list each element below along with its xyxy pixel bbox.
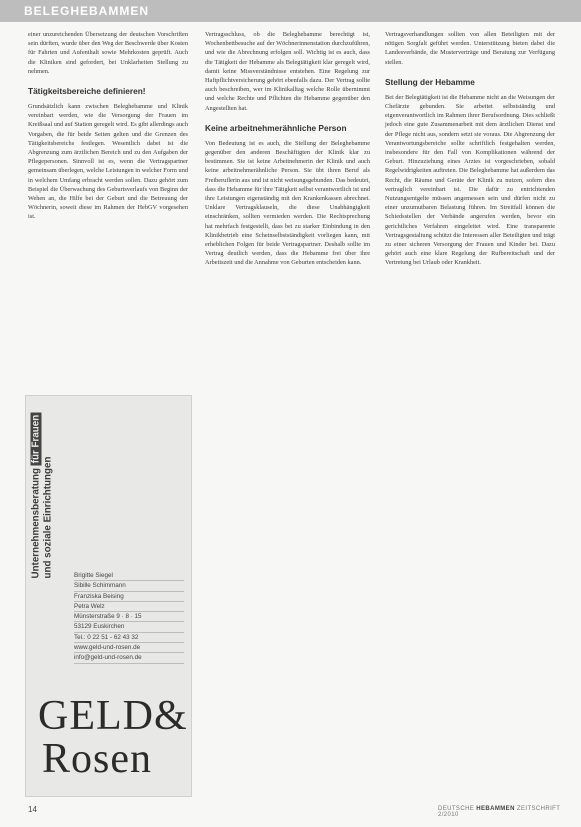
ad-email-link[interactable]: info@geld-und-rosen.de — [74, 653, 184, 663]
column1-intro: einer unzureichenden Übersetzung der deutschen Vorschriften sein dürften, wurde über den Weg der Beschwerde über Kosten für Fahrten und Aufenthalt sowie Mehrkosten geprüft. Auch die Kliniken sind gefordert, bei Unklarheiten Stellung zu nehmen. — [28, 31, 188, 75]
column3-intro: Vertragsverhandlungen sollten von allen Beteiligten mit der nötigen Sorgfalt geführt werden. Unterstützung bieten dabei die Landesverbände, die Musterverträge und Beratung zur Verfügung stellen. — [385, 31, 555, 66]
magazine-prefix: DEUTSCHE — [438, 806, 475, 812]
column-3 — [385, 30, 555, 268]
magazine-suffix: ZEITSCHRIFT 2/2010 — [438, 806, 561, 818]
column2-intro: Vertragsschluss, ob die Beleghebamme berechtigt ist, Wochenbettbesuche auf der Wöchnerinnenstation durchzuführen, und wie die Abrechnung erfolgen soll. Wichtig ist es auch, dass die Tätigkeit der Hebamme als Belegtätigkeit klar geregelt wird, damit keine Missverständnisse entstehen. Eine Regelung zur Haftpflichtversicherung gehört ebenfalls dazu. Der Vertrag sollte auch beschreiben, wer im Klinikalltag welche Rolle übernimmt und welche Rechte und Pflichten die Hebamme gegenüber den Angestellten hat. — [205, 31, 370, 112]
ad-contact-line: Münsterstraße 9 · 8 · 15 — [74, 612, 184, 622]
magazine-footer — [438, 806, 581, 818]
ad-contact-line: 53129 Euskirchen — [74, 622, 184, 632]
page-number: 14 — [28, 805, 37, 814]
ad-headline-highlight: für Frauen — [30, 414, 42, 464]
advertisement[interactable] — [25, 395, 192, 797]
column3-body: Bei der Belegtätigkeit ist die Hebamme nicht an die Weisungen der Chefärzte gebunden. Sie arbeitet selbstständig und eigenverantwortlich im Rahmen ihrer Berufsordnung. Dies schließt jedoch eine gute Zusammenarbeit mit dem ärztlichen Dienst und der Pflege nicht aus, sondern setzt sie voraus. Die Abgrenzung der Verantwortungsbereiche sollte schriftlich festgehalten werden, insbesondere für den Fall von Komplikationen während der Geburt. Hinzuziehung eines Arztes ist vorgeschrieben, sobald Regelwidrigkeiten auftreten. Die Beleghebamme hat außerdem das Recht, die Räume und Geräte der Klinik zu nutzen, sofern dies vertraglich vereinbart ist. Die dafür zu entrichtenden Nutzungsentgelte müssen angemessen sein und dürfen nicht zu einer unzumutbaren Belastung führen. Im Streitfall können die Schiedsstellen der Verbände angerufen werden, bevor ein gerichtliches Verfahren eingeleitet wird. Eine transparente Vertragsgestaltung schützt die Interessen aller Beteiligten und trägt zu einer sicheren Versorgung der Frauen und Kinder bei. Dazu gehört auch eine klare Regelung der Rufbereitschaft und der Vertretung bei Urlaub oder Krankheit. — [385, 93, 555, 267]
ad-contact-line: Brigitte Siegel — [74, 571, 184, 581]
ad-contact-line: Petra Welz — [74, 602, 184, 612]
column1-heading: Tätigkeitsbereiche definieren! — [28, 86, 146, 97]
section-header-bar — [0, 0, 581, 22]
ad-contact-line: Sibille Schimmann — [74, 581, 184, 591]
column1-body: Grundsätzlich kann zwischen Beleghebamme und Klinik vereinbart werden, wie die Versorgung der Frauen im Kreißsaal und auf Station geregelt wird. Es gibt allerdings auch Vorgaben, die für beide Seiten gelten und die Grenzen des Tätigkeitsbereichs festlegen. Wesentlich dabei ist die Abgrenzung zum ärztlichen Bereich und zu den Aufgaben der Pflegepersonen. Sinnvoll ist es, wenn die Vertragspartner gemeinsam überlegen, welche Leistungen in welcher Form und in welchem Umfang erbracht werden sollen. Dazu gehört zum Beispiel die Überwachung des Geburtsverlaufs von Beginn der Wehen an, die Hilfe bei der Geburt und die Betreuung der Wöchnerin, soweit diese im Rahmen der HebGV vorgesehen ist. — [28, 103, 188, 221]
logo-line2: Rosen — [42, 736, 152, 782]
ad-website-link[interactable]: www.geld-und-rosen.de — [74, 643, 184, 653]
ad-contact-list — [74, 571, 184, 664]
column3-heading: Stellung der Hebamme — [385, 76, 475, 87]
column-1 — [28, 30, 188, 222]
section-label: BELEGHEBAMMEN — [24, 4, 150, 18]
ad-headline-line1: Unternehmensberatung — [30, 467, 42, 579]
logo-line1: GELD& — [38, 693, 188, 739]
column2-body: Von Bedeutung ist es auch, die Stellung der Beleghebamme gegenüber den anderen Beschäftigten der Klinik klar zu bestimmen. Sie ist keine Arbeitnehmerin der Klinik und auch keine arbeitnehmerähnliche Person. Sie übt ihren Beruf als Freiberuflerin aus und ist nicht weisungsgebunden. Das bedeutet, dass die Hebamme für ihre Tätigkeit selbst verantwortlich ist und ihre Leistungen eigenständig mit den Krankenkassen abrechnet. Unklare Vertragsklauseln, die diese Unabhängigkeit einschränken, sollten vermieden werden. Die Rechtsprechung hat mehrfach festgestellt, dass bei zu starker Einbindung in den Klinikbetrieb eine Scheinselbstständigkeit vorliegen kann, mit erheblichen Folgen für beide Vertragspartner. Deshalb sollte im Vertrag deutlich werden, dass die Hebamme frei über ihre Arbeitszeit und die Annahme von Geburten entscheiden kann. — [205, 139, 370, 267]
column-2 — [205, 30, 370, 268]
ad-headline-line2: und soziale Einrichtungen — [42, 456, 54, 579]
column2-heading: Keine arbeitnehmerähnliche Person — [205, 122, 347, 133]
geld-und-rosen-logo — [38, 694, 186, 786]
ad-contact-line: Franziska Beising — [74, 592, 184, 602]
magazine-name: HEBAMMEN — [476, 806, 515, 812]
ad-headline — [31, 394, 91, 579]
ad-contact-line: Tel.: 0 22 51 - 62 43 32 — [74, 633, 184, 643]
